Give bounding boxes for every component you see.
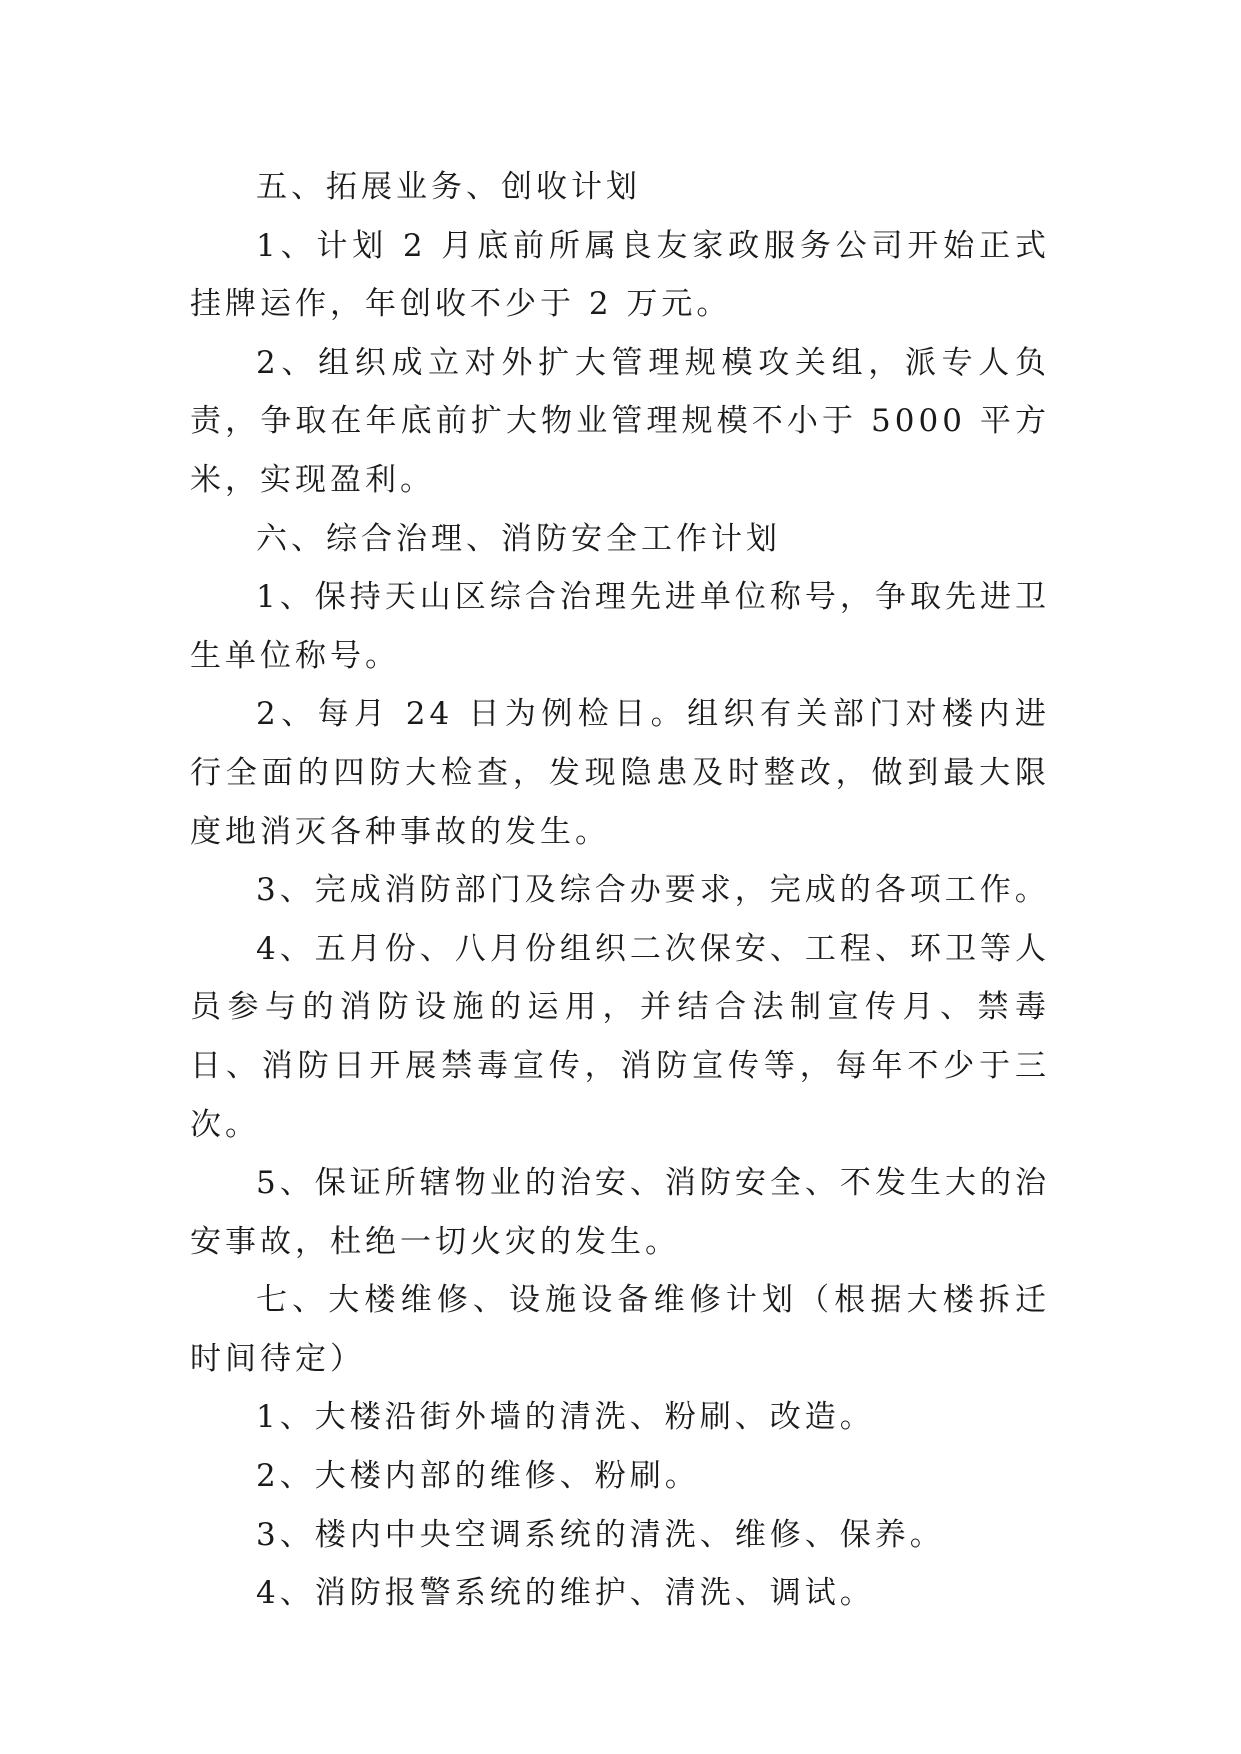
paragraph: 3、完成消防部门及综合办要求，完成的各项工作。 [256, 872, 1050, 909]
paragraph: 2、组织成立对外扩大管理规模攻关组，派专人负责，争取在年底前扩大物业管理规模不小于 5000 平方米，实现盈利。 [190, 344, 1050, 498]
paragraph: 4、五月份、八月份组织二次保安、工程、环卫等人员参与的消防设施的运用，并结合法制宣传月、禁毒日、消防日开展禁毒宣传，消防宣传等，每年不少于三次。 [190, 930, 1050, 1143]
paragraph: 1、保持天山区综合治理先进单位称号，争取先进卫生单位称号。 [190, 579, 1050, 674]
paragraph: 4、消防报警系统的维护、清洗、调试。 [256, 1575, 875, 1612]
paragraph: 2、大楼内部的维修、粉刷。 [256, 1458, 700, 1495]
paragraph: 2、每月 24 日为例检日。组织有关部门对楼内进行全面的四防大检查，发现隐患及时整改，做到最大限度地消灭各种事故的发生。 [190, 696, 1050, 850]
section-heading-5: 五、拓展业务、创收计划 [256, 169, 641, 205]
paragraph: 1、大楼沿街外墙的清洗、粉刷、改造。 [256, 1399, 875, 1436]
paragraph: 5、保证所辖物业的治安、消防安全、不发生大的治安事故，杜绝一切火灾的发生。 [190, 1165, 1050, 1260]
section-heading-7: 七、大楼维修、设施设备维修计划（根据大楼拆迁时间待定） [190, 1282, 1050, 1377]
document-body [190, 158, 1050, 1623]
section-heading-6: 六、综合治理、消防安全工作计划 [256, 520, 781, 557]
paragraph: 3、楼内中央空调系统的清洗、维修、保养。 [256, 1516, 945, 1553]
paragraph: 1、计划 2 月底前所属良友家政服务公司开始正式挂牌运作，年创收不少于 2 万元。 [190, 227, 1050, 323]
